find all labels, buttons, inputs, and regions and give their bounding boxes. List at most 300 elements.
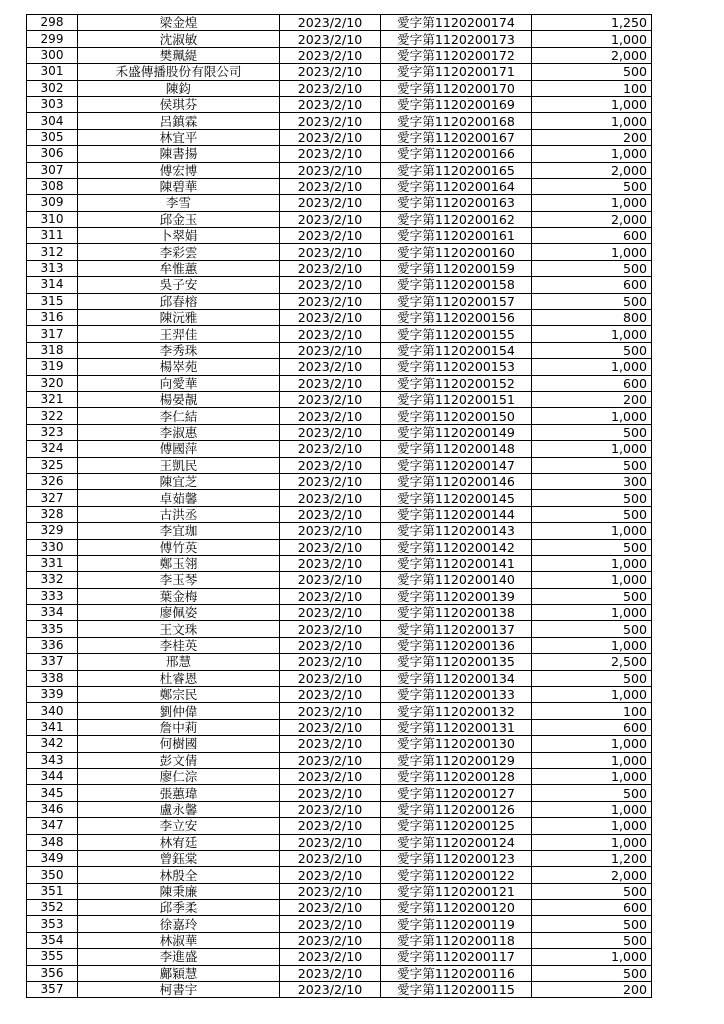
receipt-number-cell: 愛字第1120200164 [381,178,532,194]
table-row [27,473,652,489]
donor-name-cell: 李仁結 [78,408,280,424]
receipt-number-cell: 愛字第1120200174 [381,15,532,31]
amount-cell: 1,000 [532,31,652,47]
donor-name-cell: 沈淑敏 [78,31,280,47]
serial-number-cell: 353 [27,916,78,932]
serial-number-cell: 299 [27,31,78,47]
amount-cell: 100 [532,80,652,96]
amount-cell: 1,000 [532,637,652,653]
table-row [27,965,652,981]
donation-date-cell: 2023/2/10 [280,555,381,571]
receipt-number-cell: 愛字第1120200120 [381,900,532,916]
donation-date-cell: 2023/2/10 [280,490,381,506]
amount-cell: 500 [532,785,652,801]
table-row [27,31,652,47]
amount-cell: 2,000 [532,162,652,178]
serial-number-cell: 357 [27,982,78,998]
donation-date-cell: 2023/2/10 [280,736,381,752]
donor-name-cell: 卜翠娟 [78,228,280,244]
table-row [27,228,652,244]
receipt-number-cell: 愛字第1120200115 [381,982,532,998]
donation-date-cell: 2023/2/10 [280,293,381,309]
receipt-number-cell: 愛字第1120200170 [381,80,532,96]
table-row [27,408,652,424]
serial-number-cell: 338 [27,670,78,686]
table-row [27,523,652,539]
table-row [27,850,652,866]
serial-number-cell: 298 [27,15,78,31]
donor-name-cell: 林淑華 [78,932,280,948]
donor-name-cell: 侯琪芬 [78,96,280,112]
serial-number-cell: 352 [27,900,78,916]
serial-number-cell: 322 [27,408,78,424]
table-row [27,359,652,375]
donation-date-cell: 2023/2/10 [280,523,381,539]
amount-cell: 1,000 [532,949,652,965]
donor-name-cell: 牟惟蕙 [78,260,280,276]
donor-name-cell: 李進盛 [78,949,280,965]
amount-cell: 500 [532,64,652,80]
receipt-number-cell: 愛字第1120200124 [381,834,532,850]
donation-date-cell: 2023/2/10 [280,850,381,866]
table-row [27,15,652,31]
amount-cell: 500 [532,457,652,473]
donation-date-cell: 2023/2/10 [280,195,381,211]
amount-cell: 1,000 [532,605,652,621]
receipt-number-cell: 愛字第1120200139 [381,588,532,604]
donation-date-cell: 2023/2/10 [280,883,381,899]
receipt-number-cell: 愛字第1120200131 [381,719,532,735]
donation-date-cell: 2023/2/10 [280,949,381,965]
donor-name-cell: 曾鈺棠 [78,850,280,866]
receipt-number-cell: 愛字第1120200116 [381,965,532,981]
serial-number-cell: 302 [27,80,78,96]
serial-number-cell: 325 [27,457,78,473]
donation-date-cell: 2023/2/10 [280,178,381,194]
receipt-number-cell: 愛字第1120200145 [381,490,532,506]
amount-cell: 500 [532,539,652,555]
serial-number-cell: 328 [27,506,78,522]
amount-cell: 2,000 [532,867,652,883]
serial-number-cell: 354 [27,932,78,948]
serial-number-cell: 347 [27,818,78,834]
table-row [27,834,652,850]
serial-number-cell: 315 [27,293,78,309]
receipt-number-cell: 愛字第1120200153 [381,359,532,375]
serial-number-cell: 341 [27,719,78,735]
amount-cell: 1,000 [532,359,652,375]
table-row [27,687,652,703]
serial-number-cell: 321 [27,391,78,407]
table-row [27,883,652,899]
receipt-number-cell: 愛字第1120200169 [381,96,532,112]
amount-cell: 600 [532,719,652,735]
amount-cell: 800 [532,310,652,326]
serial-number-cell: 318 [27,342,78,358]
table-row [27,96,652,112]
donor-name-cell: 林宥廷 [78,834,280,850]
amount-cell: 200 [532,982,652,998]
serial-number-cell: 337 [27,654,78,670]
serial-number-cell: 346 [27,801,78,817]
donor-name-cell: 李雪 [78,195,280,211]
table-row [27,654,652,670]
amount-cell: 500 [532,588,652,604]
serial-number-cell: 348 [27,834,78,850]
receipt-number-cell: 愛字第1120200168 [381,113,532,129]
donor-name-cell: 彭文倩 [78,752,280,768]
amount-cell: 600 [532,375,652,391]
receipt-number-cell: 愛字第1120200158 [381,277,532,293]
table-row [27,441,652,457]
donor-name-cell: 陳宜芝 [78,473,280,489]
serial-number-cell: 326 [27,473,78,489]
receipt-number-cell: 愛字第1120200165 [381,162,532,178]
donation-date-cell: 2023/2/10 [280,867,381,883]
table-row [27,801,652,817]
table-row [27,47,652,63]
receipt-number-cell: 愛字第1120200159 [381,260,532,276]
donor-name-cell: 林宜平 [78,129,280,145]
receipt-number-cell: 愛字第1120200148 [381,441,532,457]
donor-name-cell: 邱金玉 [78,211,280,227]
donor-name-cell: 陳碧華 [78,178,280,194]
table-row [27,719,652,735]
amount-cell: 500 [532,883,652,899]
table-row [27,310,652,326]
receipt-number-cell: 愛字第1120200149 [381,424,532,440]
donation-date-cell: 2023/2/10 [280,818,381,834]
donation-date-cell: 2023/2/10 [280,719,381,735]
donor-name-cell: 邢慧 [78,654,280,670]
serial-number-cell: 320 [27,375,78,391]
amount-cell: 1,000 [532,146,652,162]
donor-name-cell: 陳書揚 [78,146,280,162]
donation-table-body [27,15,652,998]
amount-cell: 500 [532,916,652,932]
donor-name-cell: 徐嘉玲 [78,916,280,932]
donor-name-cell: 盧永馨 [78,801,280,817]
donation-date-cell: 2023/2/10 [280,146,381,162]
receipt-number-cell: 愛字第1120200117 [381,949,532,965]
receipt-number-cell: 愛字第1120200147 [381,457,532,473]
donation-date-cell: 2023/2/10 [280,457,381,473]
table-row [27,146,652,162]
table-row [27,457,652,473]
donation-date-cell: 2023/2/10 [280,506,381,522]
donation-date-cell: 2023/2/10 [280,572,381,588]
table-row [27,539,652,555]
table-row [27,129,652,145]
table-row [27,605,652,621]
donor-name-cell: 李玉琴 [78,572,280,588]
donation-date-cell: 2023/2/10 [280,473,381,489]
amount-cell: 1,000 [532,523,652,539]
donation-date-cell: 2023/2/10 [280,277,381,293]
amount-cell: 1,000 [532,113,652,129]
donor-name-cell: 廖佩姿 [78,605,280,621]
donor-name-cell: 林殷全 [78,867,280,883]
serial-number-cell: 342 [27,736,78,752]
serial-number-cell: 313 [27,260,78,276]
table-row [27,555,652,571]
serial-number-cell: 343 [27,752,78,768]
amount-cell: 500 [532,342,652,358]
donor-name-cell: 梁金煌 [78,15,280,31]
receipt-number-cell: 愛字第1120200132 [381,703,532,719]
donor-name-cell: 鄭宗民 [78,687,280,703]
table-row [27,506,652,522]
table-row [27,818,652,834]
table-row [27,195,652,211]
amount-cell: 1,000 [532,441,652,457]
donation-date-cell: 2023/2/10 [280,785,381,801]
donation-date-cell: 2023/2/10 [280,310,381,326]
receipt-number-cell: 愛字第1120200141 [381,555,532,571]
table-row [27,342,652,358]
receipt-number-cell: 愛字第1120200154 [381,342,532,358]
receipt-number-cell: 愛字第1120200140 [381,572,532,588]
serial-number-cell: 307 [27,162,78,178]
receipt-number-cell: 愛字第1120200173 [381,31,532,47]
donor-name-cell: 葉金梅 [78,588,280,604]
donor-name-cell: 陳鈞 [78,80,280,96]
donor-name-cell: 鄺穎慧 [78,965,280,981]
amount-cell: 1,000 [532,572,652,588]
table-row [27,293,652,309]
donor-name-cell: 李彩雲 [78,244,280,260]
donation-date-cell: 2023/2/10 [280,64,381,80]
table-row [27,572,652,588]
amount-cell: 500 [532,293,652,309]
serial-number-cell: 335 [27,621,78,637]
serial-number-cell: 304 [27,113,78,129]
table-row [27,588,652,604]
receipt-number-cell: 愛字第1120200152 [381,375,532,391]
donation-date-cell: 2023/2/10 [280,391,381,407]
donor-name-cell: 傅宏博 [78,162,280,178]
donation-date-cell: 2023/2/10 [280,162,381,178]
donor-name-cell: 王文珠 [78,621,280,637]
receipt-number-cell: 愛字第1120200171 [381,64,532,80]
amount-cell: 500 [532,621,652,637]
table-row [27,64,652,80]
serial-number-cell: 329 [27,523,78,539]
amount-cell: 1,000 [532,408,652,424]
donor-name-cell: 古洪丞 [78,506,280,522]
donation-table [26,14,652,998]
table-row [27,326,652,342]
donor-name-cell: 陳秉廉 [78,883,280,899]
donor-name-cell: 李秀珠 [78,342,280,358]
donation-date-cell: 2023/2/10 [280,834,381,850]
donation-date-cell: 2023/2/10 [280,326,381,342]
table-row [27,277,652,293]
serial-number-cell: 336 [27,637,78,653]
table-row [27,260,652,276]
donor-name-cell: 詹中莉 [78,719,280,735]
table-row [27,80,652,96]
donation-date-cell: 2023/2/10 [280,982,381,998]
amount-cell: 200 [532,129,652,145]
receipt-number-cell: 愛字第1120200167 [381,129,532,145]
serial-number-cell: 344 [27,768,78,784]
table-row [27,637,652,653]
donor-name-cell: 傅國萍 [78,441,280,457]
receipt-number-cell: 愛字第1120200125 [381,818,532,834]
amount-cell: 500 [532,965,652,981]
amount-cell: 600 [532,228,652,244]
donor-name-cell: 何樹國 [78,736,280,752]
receipt-number-cell: 愛字第1120200129 [381,752,532,768]
receipt-number-cell: 愛字第1120200161 [381,228,532,244]
amount-cell: 500 [532,932,652,948]
serial-number-cell: 355 [27,949,78,965]
receipt-number-cell: 愛字第1120200142 [381,539,532,555]
donor-name-cell: 柯書宇 [78,982,280,998]
donation-date-cell: 2023/2/10 [280,260,381,276]
table-row [27,162,652,178]
amount-cell: 1,000 [532,195,652,211]
amount-cell: 1,000 [532,555,652,571]
receipt-number-cell: 愛字第1120200128 [381,768,532,784]
donation-date-cell: 2023/2/10 [280,916,381,932]
serial-number-cell: 324 [27,441,78,457]
serial-number-cell: 327 [27,490,78,506]
donor-name-cell: 禾盛傳播股份有限公司 [78,64,280,80]
donation-date-cell: 2023/2/10 [280,31,381,47]
amount-cell: 2,000 [532,211,652,227]
receipt-number-cell: 愛字第1120200130 [381,736,532,752]
amount-cell: 500 [532,490,652,506]
serial-number-cell: 316 [27,310,78,326]
amount-cell: 1,000 [532,752,652,768]
donation-date-cell: 2023/2/10 [280,441,381,457]
donor-name-cell: 邱季柔 [78,900,280,916]
donor-name-cell: 李宜珈 [78,523,280,539]
donation-date-cell: 2023/2/10 [280,359,381,375]
serial-number-cell: 330 [27,539,78,555]
serial-number-cell: 314 [27,277,78,293]
amount-cell: 200 [532,391,652,407]
donation-date-cell: 2023/2/10 [280,80,381,96]
serial-number-cell: 300 [27,47,78,63]
table-row [27,949,652,965]
donor-name-cell: 王凱民 [78,457,280,473]
table-row [27,211,652,227]
amount-cell: 1,000 [532,818,652,834]
amount-cell: 1,000 [532,834,652,850]
table-row [27,244,652,260]
receipt-number-cell: 愛字第1120200138 [381,605,532,621]
table-row [27,621,652,637]
amount-cell: 1,000 [532,244,652,260]
donor-name-cell: 傅竹英 [78,539,280,555]
receipt-number-cell: 愛字第1120200126 [381,801,532,817]
receipt-number-cell: 愛字第1120200135 [381,654,532,670]
donor-name-cell: 呂鎮霖 [78,113,280,129]
serial-number-cell: 332 [27,572,78,588]
serial-number-cell: 350 [27,867,78,883]
donation-date-cell: 2023/2/10 [280,424,381,440]
amount-cell: 2,000 [532,47,652,63]
serial-number-cell: 305 [27,129,78,145]
donation-date-cell: 2023/2/10 [280,605,381,621]
serial-number-cell: 312 [27,244,78,260]
serial-number-cell: 301 [27,64,78,80]
table-row [27,916,652,932]
donation-date-cell: 2023/2/10 [280,752,381,768]
amount-cell: 500 [532,670,652,686]
receipt-number-cell: 愛字第1120200166 [381,146,532,162]
amount-cell: 1,000 [532,96,652,112]
donor-name-cell: 向愛華 [78,375,280,391]
amount-cell: 500 [532,506,652,522]
receipt-number-cell: 愛字第1120200119 [381,916,532,932]
amount-cell: 1,000 [532,736,652,752]
receipt-number-cell: 愛字第1120200160 [381,244,532,260]
serial-number-cell: 345 [27,785,78,801]
amount-cell: 1,000 [532,801,652,817]
donation-date-cell: 2023/2/10 [280,47,381,63]
donation-date-cell: 2023/2/10 [280,539,381,555]
receipt-number-cell: 愛字第1120200146 [381,473,532,489]
amount-cell: 1,000 [532,687,652,703]
receipt-number-cell: 愛字第1120200143 [381,523,532,539]
serial-number-cell: 308 [27,178,78,194]
donation-date-cell: 2023/2/10 [280,408,381,424]
table-row [27,178,652,194]
receipt-number-cell: 愛字第1120200133 [381,687,532,703]
receipt-number-cell: 愛字第1120200144 [381,506,532,522]
table-row [27,736,652,752]
receipt-number-cell: 愛字第1120200150 [381,408,532,424]
serial-number-cell: 317 [27,326,78,342]
table-row [27,768,652,784]
receipt-number-cell: 愛字第1120200157 [381,293,532,309]
table-row [27,752,652,768]
serial-number-cell: 356 [27,965,78,981]
donation-date-cell: 2023/2/10 [280,113,381,129]
serial-number-cell: 334 [27,605,78,621]
receipt-number-cell: 愛字第1120200123 [381,850,532,866]
serial-number-cell: 323 [27,424,78,440]
donor-name-cell: 楊晏靚 [78,391,280,407]
donor-name-cell: 廖仁淙 [78,768,280,784]
serial-number-cell: 349 [27,850,78,866]
serial-number-cell: 331 [27,555,78,571]
serial-number-cell: 310 [27,211,78,227]
serial-number-cell: 309 [27,195,78,211]
receipt-number-cell: 愛字第1120200156 [381,310,532,326]
serial-number-cell: 351 [27,883,78,899]
amount-cell: 1,200 [532,850,652,866]
amount-cell: 1,000 [532,768,652,784]
donation-date-cell: 2023/2/10 [280,932,381,948]
donor-name-cell: 劉仲偉 [78,703,280,719]
donation-date-cell: 2023/2/10 [280,375,381,391]
donor-name-cell: 杜睿恩 [78,670,280,686]
amount-cell: 300 [532,473,652,489]
table-row [27,375,652,391]
receipt-number-cell: 愛字第1120200151 [381,391,532,407]
donor-name-cell: 李桂英 [78,637,280,653]
donation-date-cell: 2023/2/10 [280,687,381,703]
receipt-number-cell: 愛字第1120200122 [381,867,532,883]
table-row [27,703,652,719]
amount-cell: 500 [532,424,652,440]
amount-cell: 600 [532,900,652,916]
